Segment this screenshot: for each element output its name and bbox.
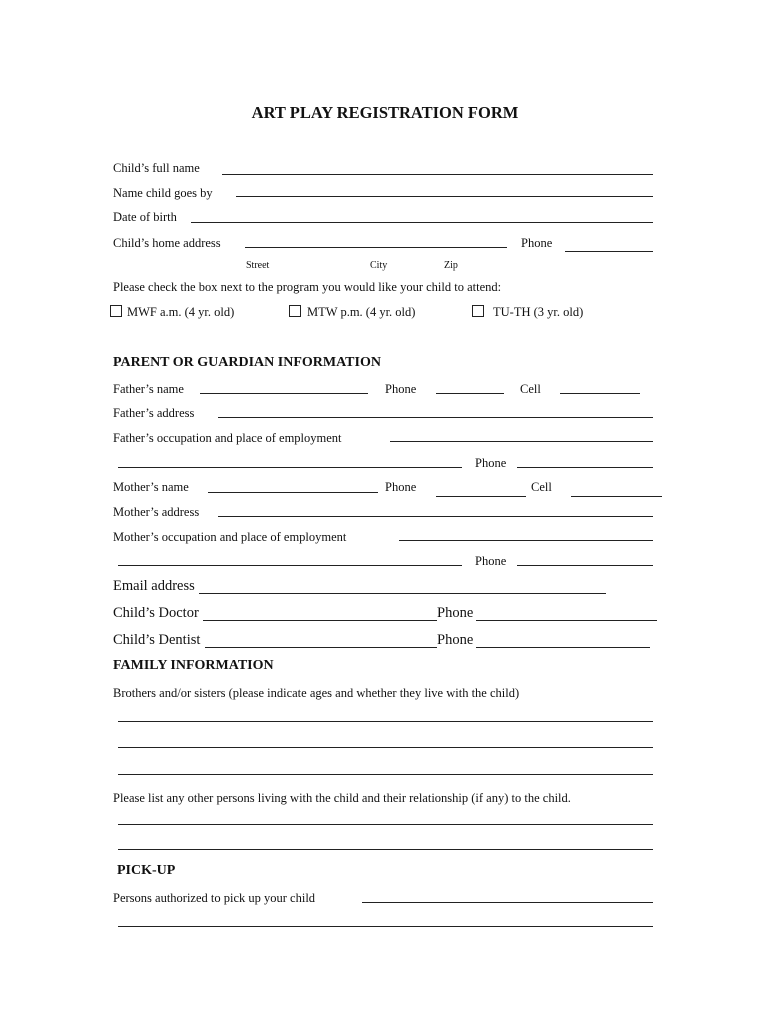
- street-hint: Street: [246, 260, 270, 271]
- child-doctor-label: Child’s Doctor: [113, 605, 199, 621]
- child-phone-label: Phone: [521, 236, 553, 250]
- child-dentist-label: Child’s Dentist: [113, 632, 201, 648]
- father-cell-label: Cell: [520, 382, 541, 396]
- program-tuth-label: TU-TH (3 yr. old): [493, 305, 584, 319]
- child-home-address-field[interactable]: [245, 247, 507, 248]
- mother-occupation-field[interactable]: [399, 540, 653, 541]
- authorized-pickup-label: Persons authorized to pick up your child: [113, 891, 316, 905]
- city-hint: City: [370, 260, 388, 271]
- dentist-phone-label: Phone: [437, 632, 474, 648]
- family-information-heading: FAMILY INFORMATION: [113, 658, 274, 673]
- mother-employment-field[interactable]: [118, 565, 462, 566]
- authorized-pickup-line-2[interactable]: [118, 926, 653, 927]
- pickup-heading: PICK-UP: [117, 863, 176, 878]
- program-mtw-checkbox[interactable]: [289, 305, 301, 317]
- dentist-phone-field[interactable]: [476, 647, 650, 648]
- mother-phone-label: Phone: [385, 480, 417, 494]
- child-full-name-label: Child’s full name: [113, 161, 200, 175]
- child-phone-field[interactable]: [565, 251, 653, 252]
- parent-guardian-heading: PARENT OR GUARDIAN INFORMATION: [113, 355, 381, 370]
- program-prompt: Please check the box next to the program you would like your child to attend:: [113, 280, 502, 294]
- mother-cell-label: Cell: [531, 480, 552, 494]
- father-address-field[interactable]: [218, 417, 653, 418]
- father-occupation-label: Father’s occupation and place of employment: [113, 431, 342, 445]
- father-work-phone-field[interactable]: [517, 467, 653, 468]
- siblings-line-3[interactable]: [118, 774, 653, 775]
- mother-name-label: Mother’s name: [113, 480, 189, 494]
- father-work-phone-label: Phone: [475, 456, 507, 470]
- form-title: ART PLAY REGISTRATION FORM: [251, 103, 519, 122]
- program-mtw-label: MTW p.m. (4 yr. old): [307, 305, 416, 319]
- other-persons-prompt: Please list any other persons living with the child and their relationship (if any) to the child.: [113, 791, 571, 805]
- email-address-label: Email address: [113, 578, 195, 594]
- father-occupation-field[interactable]: [390, 441, 653, 442]
- child-goes-by-field[interactable]: [236, 196, 653, 197]
- mother-cell-field[interactable]: [571, 496, 662, 497]
- mother-address-label: Mother’s address: [113, 505, 200, 519]
- child-doctor-field[interactable]: [203, 620, 437, 621]
- child-dentist-field[interactable]: [205, 647, 437, 648]
- siblings-line-2[interactable]: [118, 747, 653, 748]
- other-persons-line-2[interactable]: [118, 849, 653, 850]
- father-name-field[interactable]: [200, 393, 368, 394]
- other-persons-line-1[interactable]: [118, 824, 653, 825]
- siblings-prompt: Brothers and/or sisters (please indicate ages and whether they live with the child): [113, 686, 520, 700]
- mother-occupation-label: Mother’s occupation and place of employment: [113, 530, 347, 544]
- father-cell-field[interactable]: [560, 393, 640, 394]
- date-of-birth-label: Date of birth: [113, 210, 177, 224]
- father-employment-field[interactable]: [118, 467, 462, 468]
- mother-name-field[interactable]: [208, 492, 378, 493]
- mother-work-phone-field[interactable]: [517, 565, 653, 566]
- father-name-label: Father’s name: [113, 382, 184, 396]
- mother-work-phone-label: Phone: [475, 554, 507, 568]
- child-full-name-field[interactable]: [222, 174, 653, 175]
- mother-address-field[interactable]: [218, 516, 653, 517]
- program-mwf-checkbox[interactable]: [110, 305, 122, 317]
- child-goes-by-label: Name child goes by: [113, 186, 213, 200]
- authorized-pickup-field[interactable]: [362, 902, 653, 903]
- child-home-address-label: Child’s home address: [113, 236, 221, 250]
- email-address-field[interactable]: [199, 593, 606, 594]
- zip-hint: Zip: [444, 260, 458, 271]
- father-phone-field[interactable]: [436, 393, 504, 394]
- doctor-phone-label: Phone: [437, 605, 474, 621]
- siblings-line-1[interactable]: [118, 721, 653, 722]
- doctor-phone-field[interactable]: [476, 620, 657, 621]
- father-address-label: Father’s address: [113, 406, 195, 420]
- date-of-birth-field[interactable]: [191, 222, 653, 223]
- father-phone-label: Phone: [385, 382, 417, 396]
- program-mwf-label: MWF a.m. (4 yr. old): [127, 305, 235, 319]
- program-tuth-checkbox[interactable]: [472, 305, 484, 317]
- mother-phone-field[interactable]: [436, 496, 526, 497]
